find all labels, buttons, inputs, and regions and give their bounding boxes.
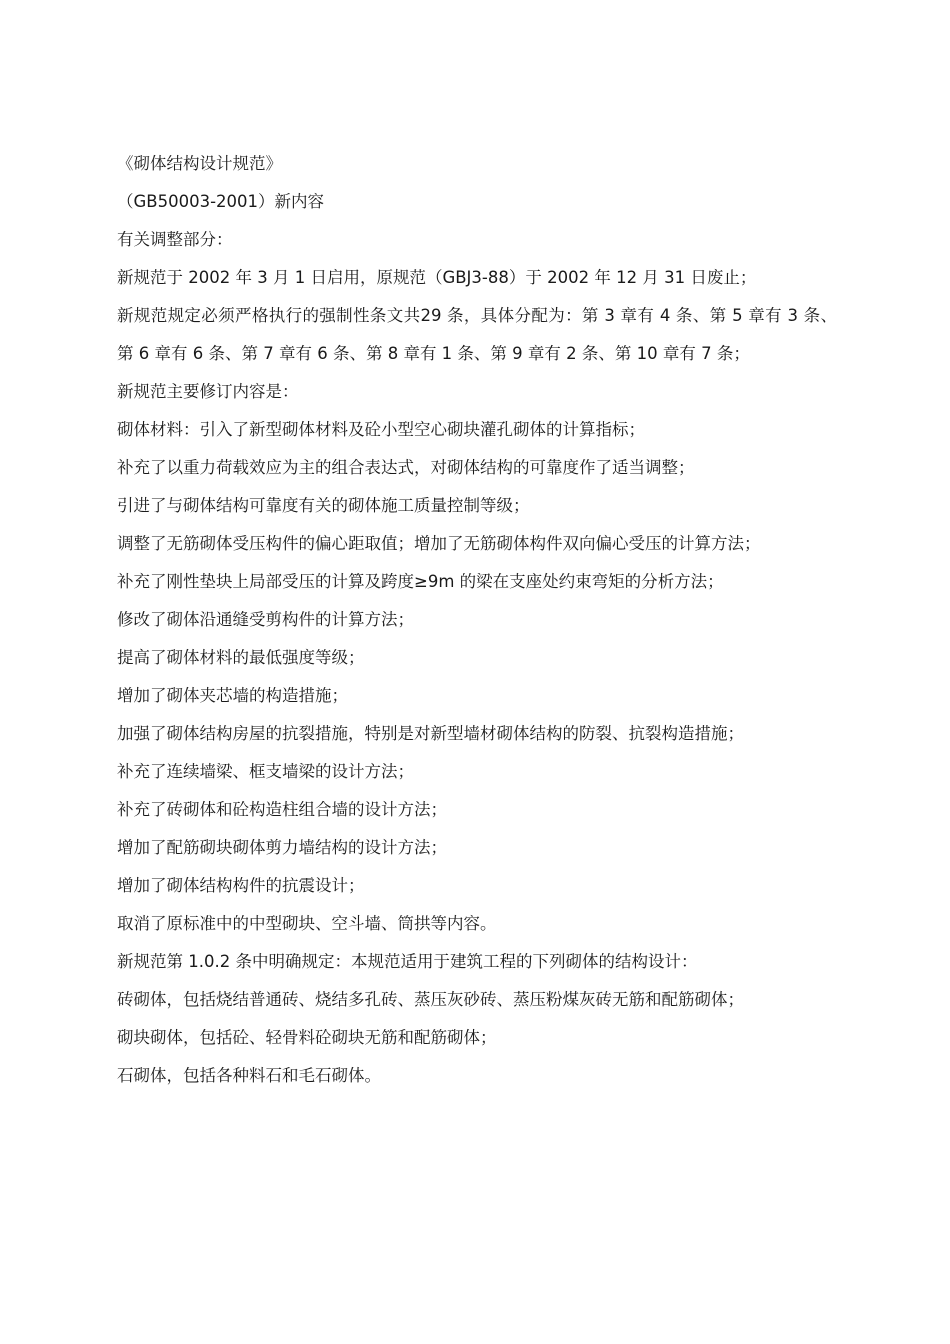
paragraph: 砌体材料：引入了新型砌体材料及砼小型空心砌块灌孔砌体的计算指标；: [117, 420, 645, 439]
document-subtitle: （GB50003-2001）新内容: [117, 192, 325, 211]
paragraph: 新规范规定必须严格执行的强制性条文共29 条，具体分配为：第 3 章有 4 条、第 5 章有 3 条、第 6 章有 6 条、第 7 章有 6 条、第 8 章有 1 条、第 9 章有 2 条、第 10 章有 7 条；: [117, 306, 837, 363]
paragraph: 加强了砌体结构房屋的抗裂措施，特别是对新型墙材砌体结构的防裂、抗裂构造措施；: [117, 724, 744, 743]
paragraph: 修改了砌体沿通缝受剪构件的计算方法；: [117, 610, 414, 629]
paragraph: 补充了以重力荷载效应为主的组合表达式，对砌体结构的可靠度作了适当调整；: [117, 458, 695, 477]
paragraph: 砖砌体，包括烧结普通砖、烧结多孔砖、蒸压灰砂砖、蒸压粉煤灰砖无筋和配筋砌体；: [117, 990, 744, 1009]
paragraph: 取消了原标准中的中型砌块、空斗墙、筒拱等内容。: [117, 914, 497, 933]
paragraph: 提高了砌体材料的最低强度等级；: [117, 648, 365, 667]
paragraph: 调整了无筋砌体受压构件的偏心距取值；增加了无筋砌体构件双向偏心受压的计算方法；: [117, 534, 761, 553]
paragraph: 新规范主要修订内容是：: [117, 382, 299, 401]
paragraph: 补充了刚性垫块上局部受压的计算及跨度≥9m 的梁在支座处约束弯矩的分析方法；: [117, 572, 724, 591]
paragraph: 有关调整部分：: [117, 230, 233, 249]
paragraph: 新规范于 2002 年 3 月 1 日启用，原规范（GBJ3-88）于 2002 年 12 月 31 日废止；: [117, 268, 757, 287]
paragraph: 引进了与砌体结构可靠度有关的砌体施工质量控制等级；: [117, 496, 530, 515]
paragraph: 砌块砌体，包括砼、轻骨料砼砌块无筋和配筋砌体；: [117, 1028, 497, 1047]
paragraph: 增加了配筋砌块砌体剪力墙结构的设计方法；: [117, 838, 447, 857]
paragraph: 补充了砖砌体和砼构造柱组合墙的设计方法；: [117, 800, 447, 819]
document-body: [117, 145, 837, 1095]
paragraph: 补充了连续墙梁、框支墙梁的设计方法；: [117, 762, 414, 781]
paragraph: 新规范第 1.0.2 条中明确规定：本规范适用于建筑工程的下列砌体的结构设计：: [117, 952, 698, 971]
document-title: 《砌体结构设计规范》: [117, 154, 282, 173]
paragraph: 石砌体，包括各种料石和毛石砌体。: [117, 1066, 381, 1085]
paragraph: 增加了砌体夹芯墙的构造措施；: [117, 686, 348, 705]
paragraph: 增加了砌体结构构件的抗震设计；: [117, 876, 365, 895]
